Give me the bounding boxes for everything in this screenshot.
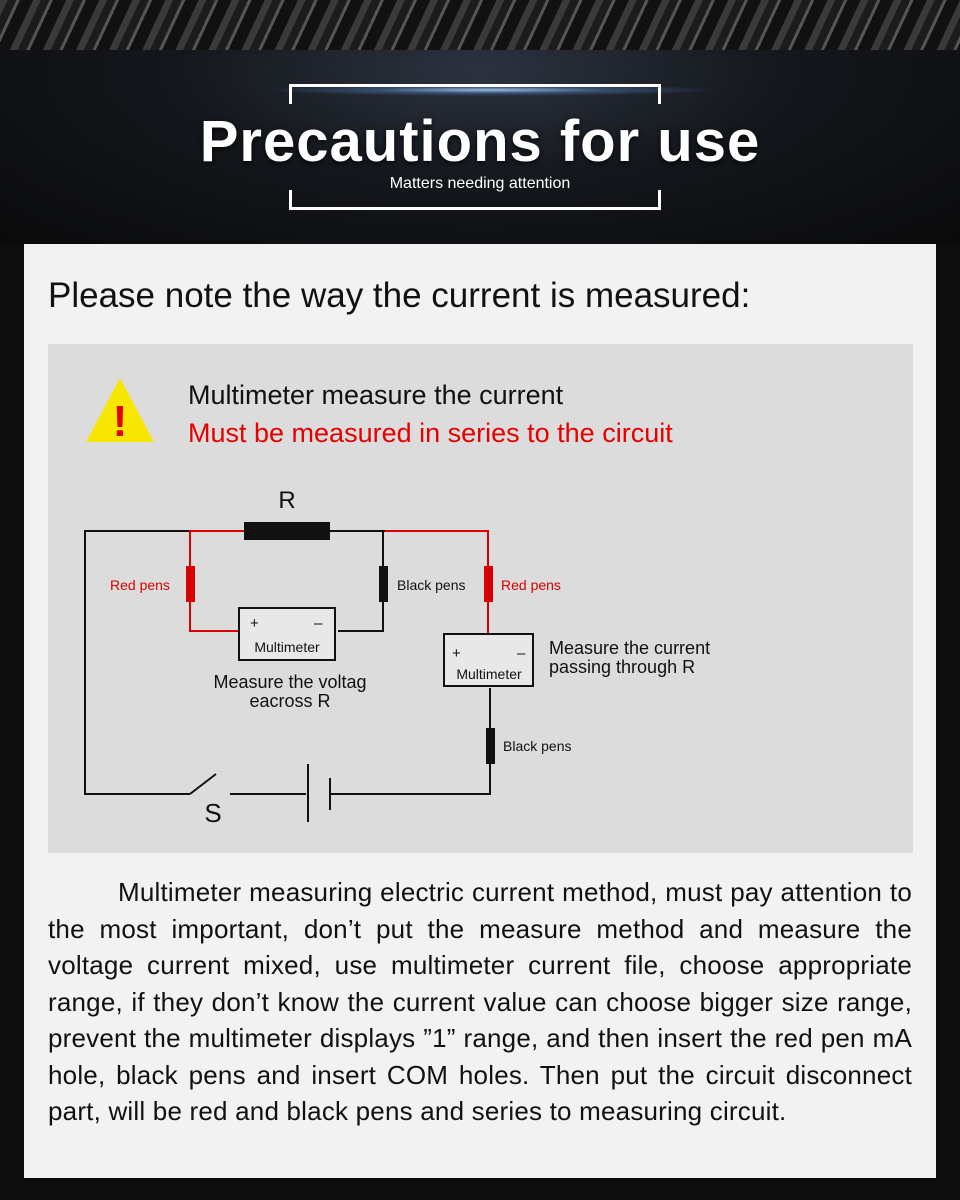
right-meter-minus: – xyxy=(517,645,526,662)
current-caption-line2: passing through R xyxy=(549,657,696,677)
left-meter-plus: + xyxy=(250,615,259,632)
page-subtitle: Matters needing attention xyxy=(389,175,571,192)
note-heading: Please note the way the current is measured: xyxy=(48,276,751,315)
diagram-box xyxy=(48,344,913,853)
warning-title: Multimeter measure the current xyxy=(188,380,564,410)
svg-text:!: ! xyxy=(112,397,128,444)
switch-blade xyxy=(190,774,216,794)
left-meter-minus: – xyxy=(314,615,323,632)
right-meter-label: Multimeter xyxy=(456,666,522,682)
right-red-pen-label: Red pens xyxy=(501,577,561,593)
left-black-pen-label: Black pens xyxy=(397,577,466,593)
page-title: Precautions for use xyxy=(199,109,761,174)
content-panel xyxy=(24,244,936,1178)
title-bracket-top xyxy=(289,84,661,104)
wire-black-left-meter xyxy=(338,531,383,631)
instruction-paragraph: Multimeter measuring electric current method, must pay attention to the most important, don’t put the measure method and measure the voltage current mixed, use multimeter current file, choose appropriate range, if they don’t know the current value can choose bigger size range, prevent the multimeter displays ”1” range, and then insert the red pen mA hole, black pens and insert COM holes. Then put the circuit disconnect part, will be red and black pens and series to measuring circuit. xyxy=(48,877,912,1126)
voltage-caption-line1: Measure the voltag xyxy=(213,672,367,692)
wire-main-left xyxy=(85,531,244,794)
title-bracket-bottom xyxy=(289,190,661,210)
voltage-caption-line2: eacross R xyxy=(249,691,331,711)
right-meter-plus: + xyxy=(452,645,461,662)
resistor-label: R xyxy=(278,487,296,514)
switch-label: S xyxy=(204,798,222,828)
red-pen-left xyxy=(186,566,195,602)
wire-battery-right xyxy=(330,764,490,794)
wire-red-left xyxy=(190,531,244,631)
circuit-diagram xyxy=(48,344,913,853)
rock-texture-banner xyxy=(0,0,960,56)
left-red-pen-label: Red pens xyxy=(110,577,170,593)
black-pen-right xyxy=(486,728,495,764)
right-black-pen-label: Black pens xyxy=(503,738,572,754)
resistor xyxy=(244,522,330,540)
left-meter-label: Multimeter xyxy=(254,639,320,655)
header xyxy=(0,50,960,245)
current-caption-line1: Measure the current xyxy=(549,638,711,658)
warning-text: Must be measured in series to the circuit xyxy=(188,418,673,448)
black-pen-left xyxy=(379,566,388,602)
red-pen-right xyxy=(484,566,493,602)
